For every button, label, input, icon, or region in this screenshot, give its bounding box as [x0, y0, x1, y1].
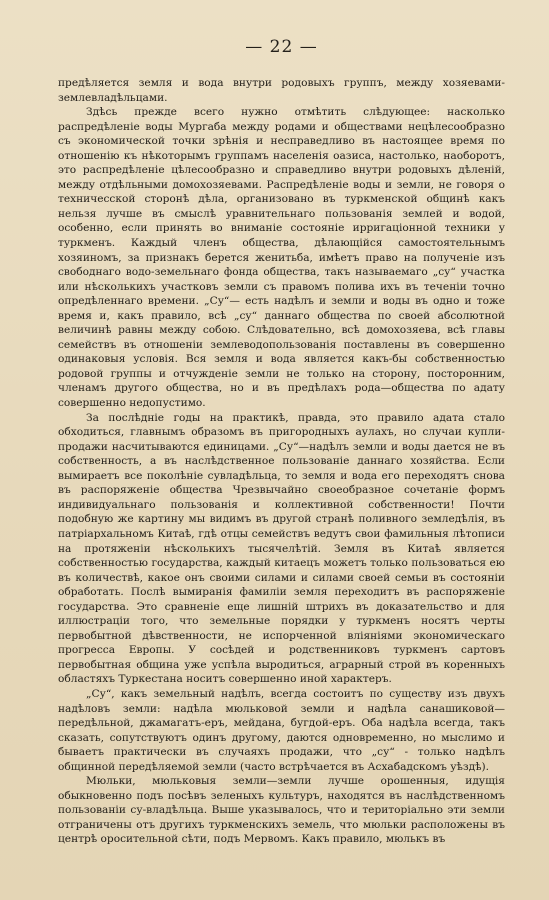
- paragraph-4: „Су“, какъ земельный надѣлъ, всегда состоитъ по существу изъ двухъ надѣловъ земли: надѣла мюльковой земли и надѣла санашиковой—передѣльной, джамагатъ-еръ, мейдана, бугдой-еръ. Оба надѣла всегда, такъ сказать, сопутствуютъ одинъ другому, даются одновременно, но мыслимо и бываетъ практически въ случаяхъ продажи, что „су“ - только надѣлъ общинной передѣляемой земли (часто встрѣчается въ Асхабадскомъ уѣздѣ).: [58, 687, 505, 773]
- page-number: — 22 —: [245, 37, 318, 57]
- paragraph-2: Здѣсь прежде всего нужно отмѣтить слѣдующее: насколько распредѣленіе воды Мургаба между родами и обществами нецѣлесообразно съ экономической точки зрѣнія и несправедливо въ настоящее время по отношенію къ нѣкоторымъ группамъ населенія оазиса, настолько, наоборотъ, это распредѣленіе цѣлесообразно и справедливо внутри родовыхъ дѣленій, между отдѣльными домохозяевами. Распредѣленіе воды и земли, не говоря о техничесской сторонѣ дѣла, организовано въ туркменской общинѣ какъ нельзя лучше въ смыслѣ уравнительнаго пользованія землей и водой, особенно, если принять во вниманіе состояніе ирригаціонной техники у туркменъ. Каждый членъ общества, дѣлающійся самостоятельнымъ хозяиномъ, за признакъ берется женитьба, имѣетъ право на полученіе изъ свободнаго водо-земельнаго фонда общества, такъ называемаго „су“ участка или нѣсколькихъ участковъ земли съ правомъ полива ихъ въ теченіи точно опредѣленнаго времени. „Су“— есть надѣлъ и земли и воды въ одно и тоже время и, какъ правило, всѣ „су“ даннаго общества по своей абсолютной величинѣ равны между собою. Слѣдовательно, всѣ домохозяева, всѣ главы семействъ въ отношеніи землеводопользованія поставлены въ совершенно одинаковыя условія. Вся земля и вода является какъ-бы собственностью родовой группы и отчужденіе земли не только на сторону, посторонним, членамъ другого общества, но и въ предѣлахъ рода—общества по адату совершенно недопустимо.: [58, 106, 505, 410]
- paragraph-3: За послѣдніе годы на практикѣ, правда, это правило адата стало обходиться, главнымъ образомъ въ пригородныхъ аулахъ, но случаи купли-продажи насчитываются единицами. „Су“—надѣлъ земли и воды дается не въ собственность, а въ наслѣдственное пользованіе даннаго хозяйства. Если вымираетъ все поколѣніе сувладѣльца, то земля и вода его переходятъ снова въ распоряженіе общества Чрезвычайно своеобразное сочетаніе формъ индивидуальнаго пользованія и коллективной собственности! Почти подобную же картину мы видимъ въ другой странѣ поливного земледѣлія, въ патріархальномъ Китаѣ, гдѣ отцы семействъ ведутъ свои фамильныя лѣтописи на протяженіи нѣсколькихъ тысячелѣтій. Земля въ Китаѣ является собственностью государства, каждый китаецъ можетъ только пользоваться ею въ количествѣ, какое онъ своими силами и силами своей семьи въ состояніи обработать. Послѣ вымиранія фамиліи земля переходитъ въ распоряженіе государства. Это сравненіе еще лишній штрихъ въ доказательство и для иллюстраціи того, что земельные порядки у туркменъ носятъ черты первобытной дѣвственности, не испорченной вліяніями экономическаго прогресса Европы. У сосѣдей и родственниковъ туркменъ сартовъ первобытная община уже успѣла выродиться, аграрный строй въ коренныхъ областяхъ Туркестана носитъ совершенно иной характеръ.: [58, 411, 505, 686]
- paragraph-5: Мюльки, мюльковыя земли—земли лучше орошенныя, идущія обыкновенно подъ посѣвъ зеленыхъ культуръ, находятся въ наслѣдственномъ пользованіи су-владѣльца. Выше указывалось, что и територіально эти земли отграничены отъ другихъ туркменскихъ земель, что мюльки расположены въ центрѣ оросительной сѣти, подъ Мервомъ. Какъ правило, мюлькъ въ: [58, 775, 505, 846]
- paragraph-1: предѣляется земля и вода внутри родовыхъ группъ, между хозяевами-землевладѣльцами.: [58, 77, 505, 104]
- page-body: [58, 76, 505, 847]
